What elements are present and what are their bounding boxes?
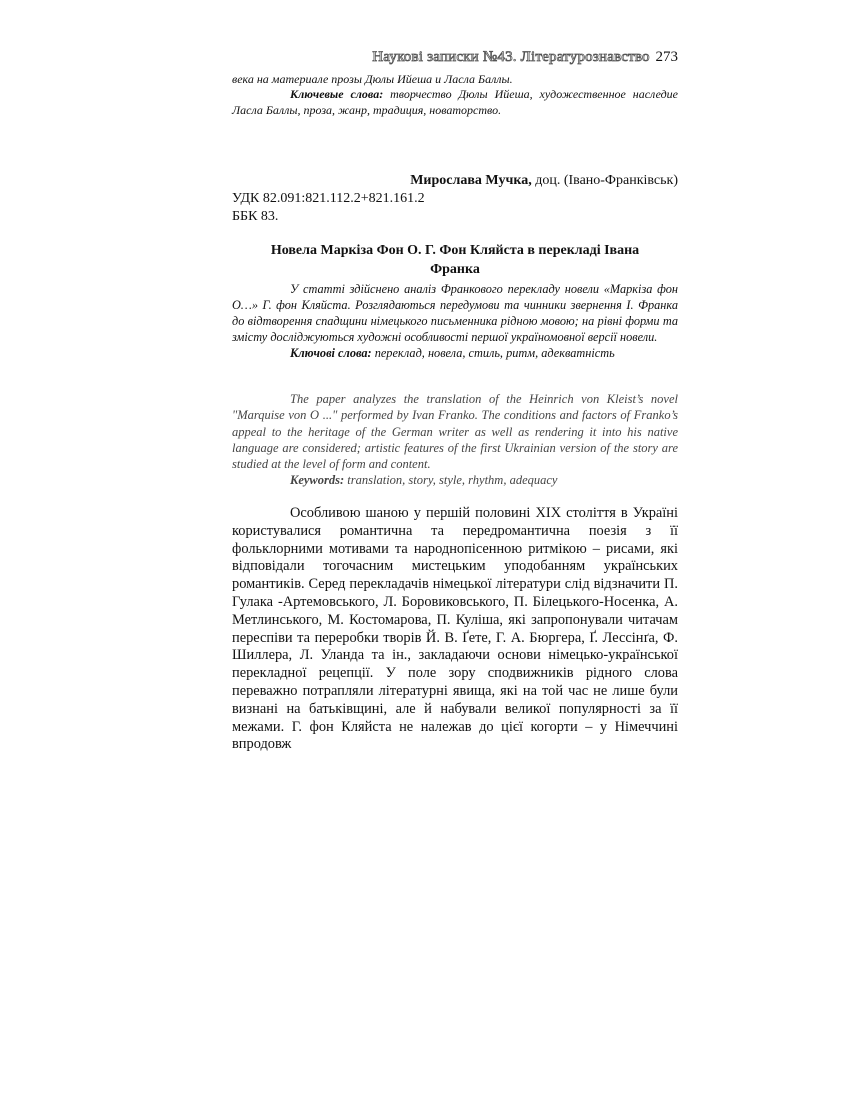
udk-code: УДК 82.091:821.112.2+821.161.2 <box>232 191 425 206</box>
page-number: 273 <box>655 49 678 65</box>
title-line-2: Франка <box>430 262 480 277</box>
abstract-english <box>232 391 678 489</box>
previous-article-tail <box>232 72 678 118</box>
journal-title: Наукові записки №43. Літературознавство <box>372 49 650 65</box>
abstract-en-text: The paper analyzes the translation of the Heinrich von Kleist’s novel "Marquise von O ..." performed by Ivan Franko. The conditions and factors of Franko’s appeal to the heritage of the German writer as well as rendering it into his native language are considered; artistic features of the first Ukrainian version of the story are studied at the level of form and content. <box>232 392 678 472</box>
abstract-ukrainian <box>232 281 678 361</box>
body-paragraph: Особливою шаною у першій половині ХІХ століття в Україні користувалися романтична та передромантична поезія з її фольклорними мотивами та народнопісенною ритмікою – рисами, які відповідали тогочасним мистецьким уподобанням українських романтиків. Серед перекладачів німецької літератури слід відзначити П. Гулака -Артемовського, Л. Боровиковського, П. Білецького-Носенка, А. Метлинського, М. Костомарова, П. Куліша, які запропонували читачам переспіви та переробки творів Й. В. Ґете, Г. А. Бюргера, Ґ. Лессінґа, Ф. Шиллера, Л. Уланда та ін., закладаючи основи німецько-української перекладної рецепції. У поле зору сподвижників рідного слова переважно потрапляли літературні явища, які на той час не лише були визнані на батьківщині, але й набували великої популярності за її межами. Г. фон Кляйста не належав до цієї когорти – у Німеччині впродовж <box>232 505 678 753</box>
article-body <box>232 505 678 754</box>
keywords-label: Keywords: <box>290 473 345 488</box>
previous-article-line: века на материале прозы Дюлы Ийеша и Ласла Баллы. <box>232 72 513 86</box>
keywords-text: translation, story, style, rhythm, adequacy <box>344 473 558 488</box>
author-line <box>232 173 678 189</box>
abstract-uk-text: У статті здійснено аналіз Франкового перекладу новели «Маркіза фон О…» Г. фон Кляйста. Розглядаються передумови та чинники звернення І. Франка до відтворення спадщини німецького письменника рідною мовою; на рівні форми та змісту досліджуються художні особливості першої україномовної версії новели. <box>232 282 678 344</box>
author-name: Мирослава Мучка, <box>410 173 532 188</box>
classification-codes <box>232 190 425 225</box>
running-header <box>372 49 678 66</box>
keywords-label: Ключевые слова: <box>290 87 384 102</box>
keywords-text: творчество Дюлы Ийеша, художественное наследие Ласла Баллы, проза, жанр, традиция, новаторство. <box>232 87 678 117</box>
abstract-en-keywords <box>232 472 678 488</box>
bbk-code: ББК 83. <box>232 208 279 224</box>
abstract-uk-keywords <box>232 345 678 361</box>
previous-article-keywords <box>232 87 678 118</box>
title-line-1: Новела Маркіза Фон О. Г. Фон Кляйста в перекладі Івана <box>270 243 640 258</box>
author-details: доц. (Івано-Франківськ) <box>531 173 678 188</box>
article-title <box>232 241 678 279</box>
keywords-text: переклад, новела, стиль, ритм, адекватність <box>371 346 615 360</box>
keywords-label: Ключові слова: <box>290 346 372 360</box>
